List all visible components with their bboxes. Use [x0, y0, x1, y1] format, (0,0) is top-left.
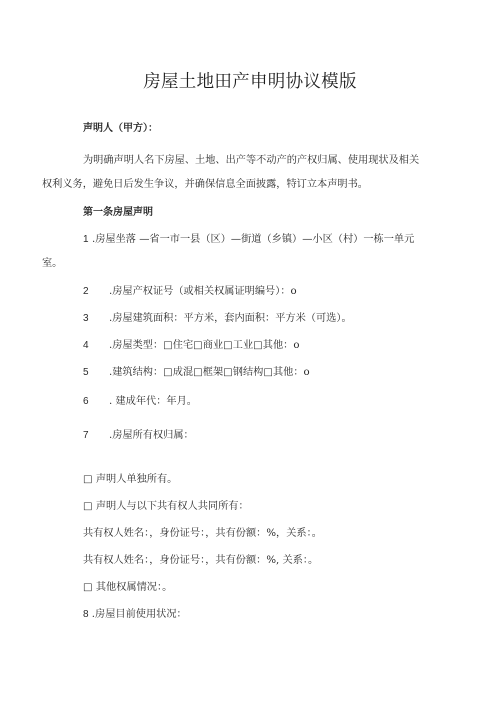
item-text: .房屋目前使用状况： [88, 609, 187, 620]
item-number: 3 [83, 313, 89, 324]
item-5 [83, 366, 310, 380]
item-number: 8 [83, 609, 89, 620]
item-1 [83, 233, 414, 247]
item-4 [83, 339, 300, 353]
declarant-heading: 声明人（甲方）： [83, 123, 158, 134]
item-text: .建筑结构：□成混□框架□钢结构□其他：o [109, 367, 310, 378]
item-text: .房屋产权证号（或相关权属证明编号）：o [109, 286, 297, 297]
co-owner-line-1: 共有权人姓名：，身份证号：，共有份额：%，关系：。 [83, 528, 322, 539]
item-number: 6 [83, 396, 89, 407]
item-1-continuation: 室。 [42, 258, 63, 269]
intro-paragraph-line-1: 为明确声明人名下房屋、土地、出产等不动产的产权归属、使用现状及相关 [83, 155, 420, 166]
ownership-option-other: □ 其他权属情况：。 [83, 582, 173, 593]
item-number: 1 [83, 234, 89, 245]
item-text: .房屋建筑面积：平方米，套内面积：平方米（可选）。 [109, 313, 352, 324]
co-owner-line-2: 共有权人姓名：，身份证号：，共有份额：%, 关系：。 [83, 555, 319, 566]
section-1-heading: 第一条房屋声明 [83, 207, 153, 218]
item-number: 5 [83, 367, 89, 378]
item-number: 7 [83, 430, 89, 441]
item-6 [83, 395, 197, 409]
intro-paragraph-line-2: 权利义务，避免日后发生争议，并确保信息全面披露，特订立本声明书。 [42, 179, 368, 190]
item-7 [83, 429, 194, 443]
item-text: .房屋所有权归属： [109, 430, 194, 441]
item-text: .房屋坐落 —省一市一县（区）—街道（乡镇）—小区（村）一栋一单元 [92, 234, 415, 245]
item-2 [83, 285, 297, 299]
document-title: 房屋土地田产申明协议模版 [143, 72, 357, 92]
item-number: 4 [83, 340, 89, 351]
item-number: 2 [83, 286, 89, 297]
item-text: . 建成年代：年月。 [109, 396, 197, 407]
ownership-option-joint: □ 声明人与以下共有权人共同所有： [83, 501, 249, 512]
item-3 [83, 312, 352, 326]
ownership-option-sole: □ 声明人单独所有。 [83, 474, 178, 485]
item-8 [83, 608, 187, 622]
item-text: .房屋类型：□住宅□商业□工业□其他：o [109, 340, 300, 351]
